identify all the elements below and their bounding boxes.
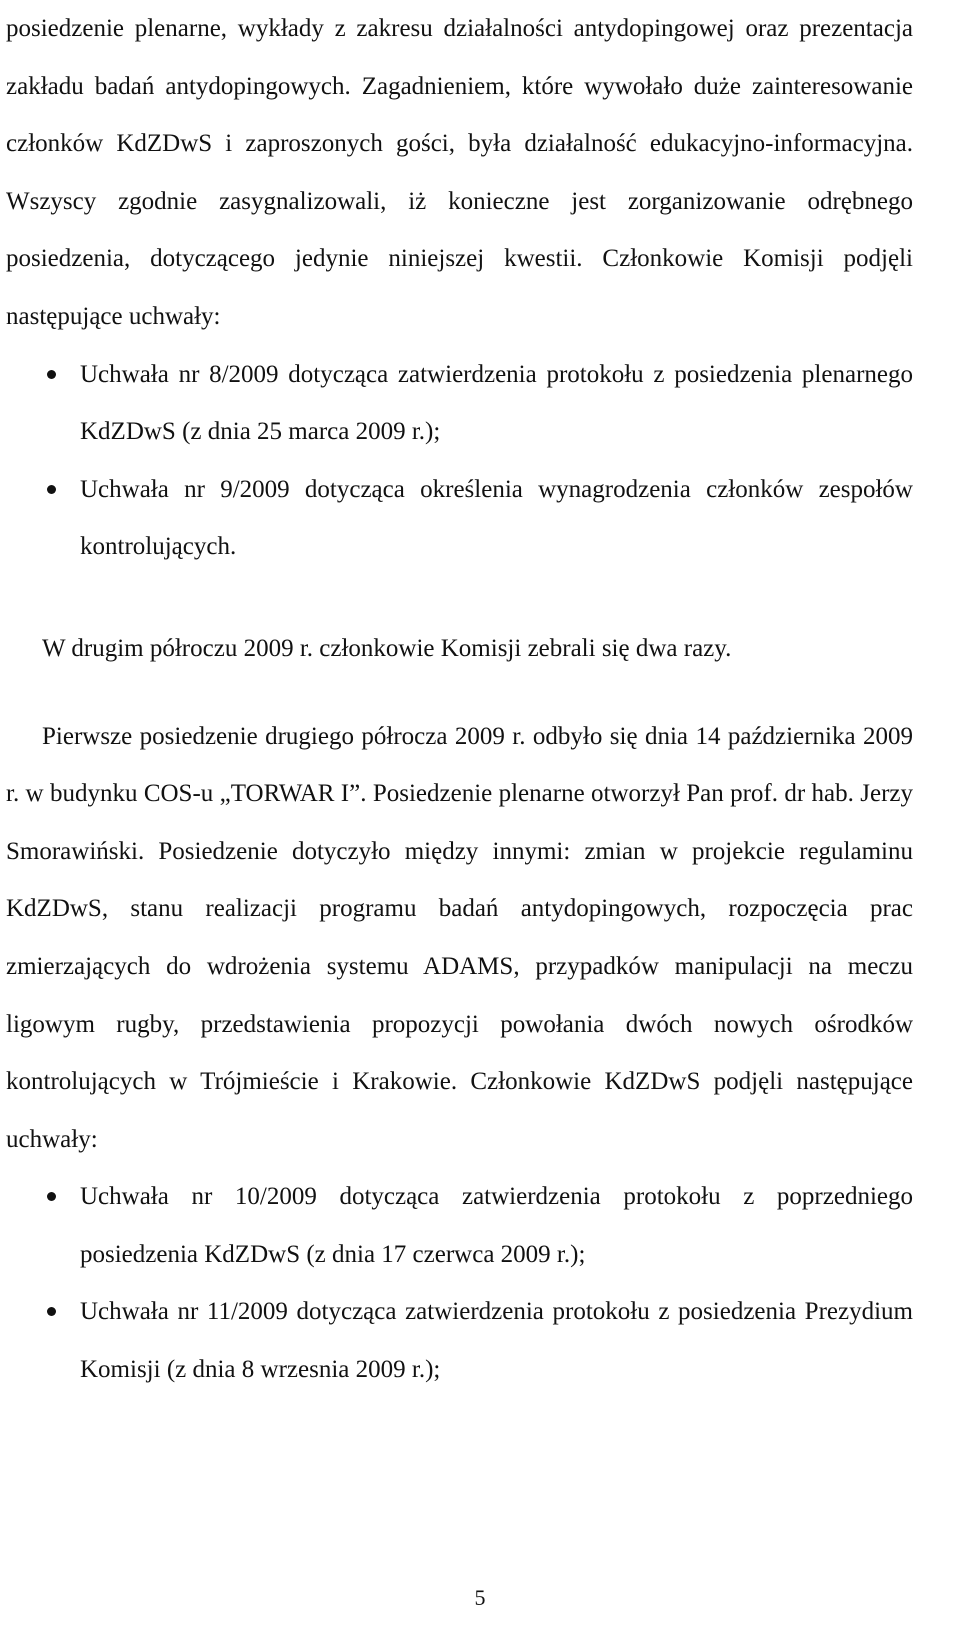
list-item (6, 461, 913, 576)
list-item-text: Uchwała nr 9/2009 dotycząca określenia wynagrodzenia członków zespołów kontrolujących. (80, 475, 913, 561)
resolutions-list-first (6, 346, 913, 576)
list-item (6, 1283, 913, 1398)
page-number: 5 (474, 1585, 486, 1610)
paragraph-first-meeting (6, 708, 913, 1169)
bullet-icon (47, 485, 56, 494)
paragraph-first-meeting-text: Pierwsze posiedzenie drugiego półrocza 2009 r. odbyło się dnia 14 października 2009 r. w budynku COS-u „TORWAR I”. Posiedzenie plenarne otworzył Pan prof. dr hab. Jerzy Smorawiński. Posiedzenie dotyczyło między innymi: zmian w projekcie regulaminu KdZDwS, stanu realizacji programu badań antydopingowych, rozpoczęcia prac zmierzających do wdrożenia systemu ADAMS, przypadków manipulacji na meczu ligowym rugby, przedstawienia propozycji powołania dwóch nowych ośrodków kontrolujących w Trójmieście i Krakowie. Członkowie KdZDwS podjęli następujące uchwały: (6, 722, 913, 1153)
list-item-text: Uchwała nr 10/2009 dotycząca zatwierdzenia protokołu z poprzedniego posiedzenia KdZDwS (z dnia 17 czerwca 2009 r.); (80, 1183, 913, 1268)
list-item-text: Uchwała nr 8/2009 dotycząca zatwierdzenia protokołu z posiedzenia plenarnego KdZDwS (z dnia 25 marca 2009 r.); (80, 360, 913, 446)
resolutions-list-second (6, 1168, 913, 1398)
list-item (6, 1168, 913, 1283)
bullet-icon (47, 1307, 56, 1316)
spacer (6, 678, 913, 708)
document-body (6, 0, 913, 1399)
list-item-text: Uchwała nr 11/2009 dotycząca zatwierdzenia protokołu z posiedzenia Prezydium Komisji (z dnia 8 wrzesnia 2009 r.); (80, 1298, 913, 1384)
bullet-icon (47, 1192, 56, 1201)
paragraph-second-half: W drugim półroczu 2009 r. członkowie Komisji zebrali się dwa razy. (42, 634, 732, 662)
paragraph-intro: posiedzenie plenarne, wykłady z zakresu działalności antydopingowej oraz prezentacja zakładu badań antydopingowych. Zagadnieniem, które wywołało duże zainteresowanie członków KdZDwS i zaproszonych gości, była działalność edukacyjno-informacyjna. Wszyscy zgodnie zasygnalizowali, iż konieczne jest zorganizowanie odrębnego posiedzenia, dotyczącego jedynie niniejszej kwestii. Członkowie Komisji podjęli następujące uchwały: (6, 15, 913, 330)
spacer (6, 576, 913, 620)
bullet-icon (47, 370, 56, 379)
list-item (6, 346, 913, 461)
